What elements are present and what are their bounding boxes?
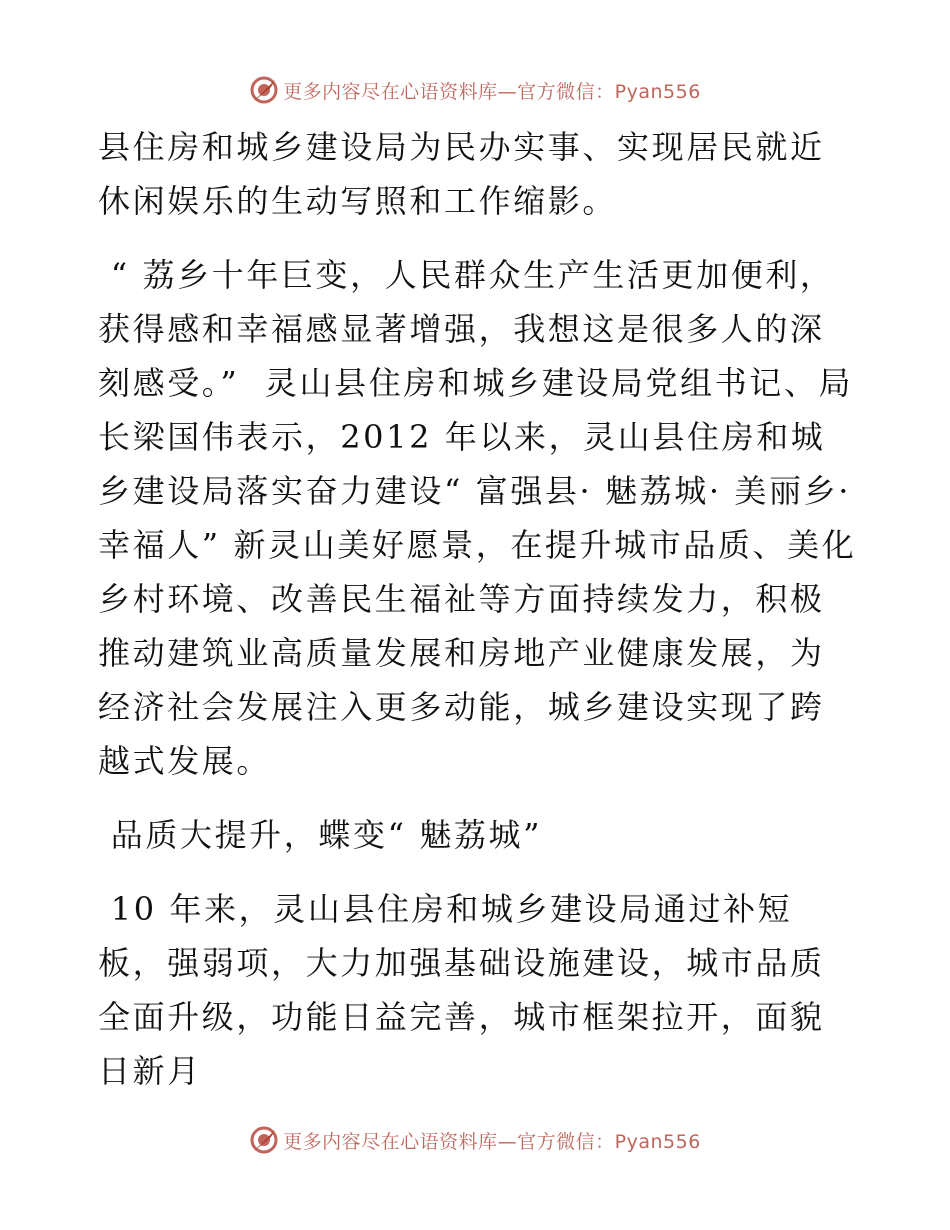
watermark-text: 更多内容尽在心语资料库—官方微信：Pyan556	[283, 80, 701, 103]
paragraph: “ 荔乡十年巨变，人民群众生产生活更加便利，获得感和幸福感显著增强，我想这是很多人的深刻感受。” 灵山县住房和城乡建设局党组书记、局长梁国伟表示，2012 年以来，灵山县住房和城乡建设局落实奋力建设“ 富强县· 魅荔城· 美丽乡· 幸福人” 新灵山美好愿景，在提升城市品质、美化乡村环境、改善民生福祉等方面持续发力，积极推动建筑业高质量发展和房地产业健康发展，为经济社会发展注入更多动能，城乡建设实现了跨越式发展。	[98, 256, 864, 780]
paragraph: 县住房和城乡建设局为民办实事、实现居民就近休闲娱乐的生动写照和工作缩影。	[98, 128, 825, 220]
quill-pen-seal-icon	[249, 75, 279, 105]
watermark-text: 更多内容尽在心语资料库—官方微信：Pyan556	[283, 1130, 701, 1153]
footer-watermark	[0, 1120, 950, 1160]
quill-pen-seal-icon	[249, 1125, 279, 1155]
document-body	[98, 120, 864, 1098]
paragraph: 10 年来，灵山县住房和城乡建设局通过补短板，强弱项，大力加强基础设施建设，城市品质全面升级，功能日益完善，城市框架拉开，面貌日新月	[98, 890, 825, 1090]
section-heading: 品质大提升，蝶变“ 魅荔城”	[98, 816, 543, 854]
header-watermark	[0, 70, 950, 110]
